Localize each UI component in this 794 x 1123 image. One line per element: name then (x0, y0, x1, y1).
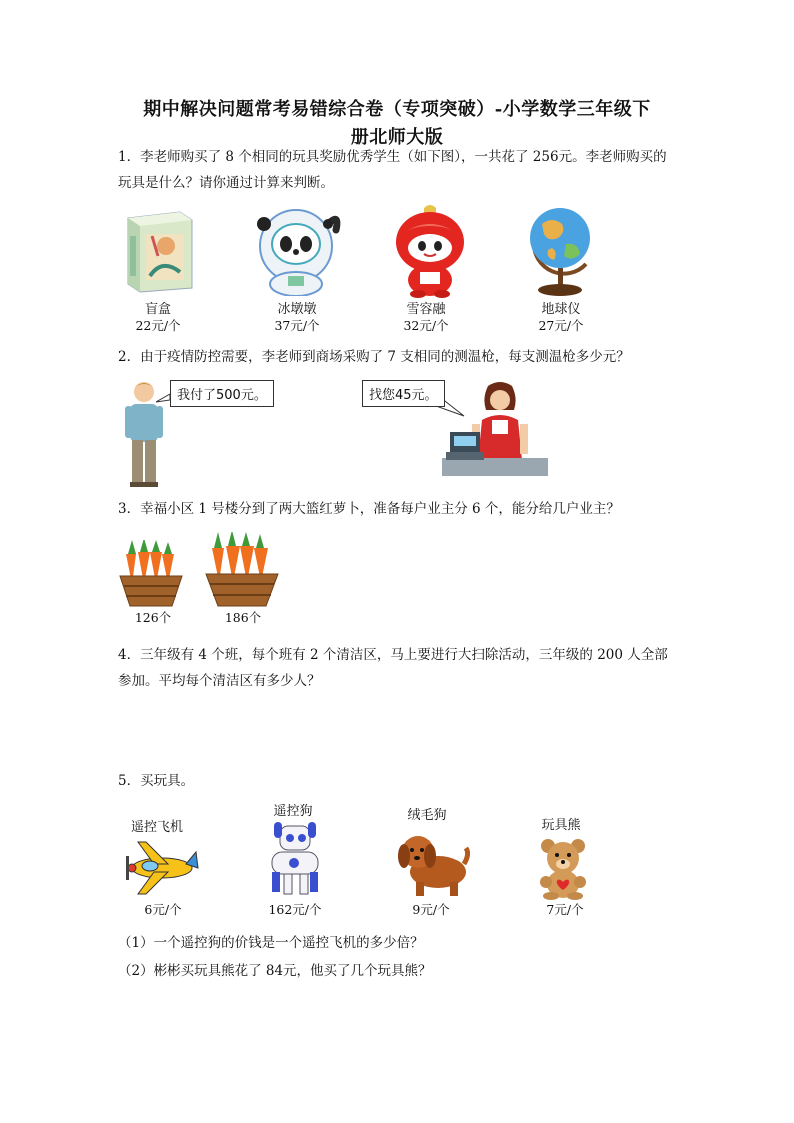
q5-item-price-2: 162元/个 (268, 902, 322, 917)
q5-item-price-3: 9元/个 (412, 902, 450, 917)
question-1-line-2: 玩具是什么？请你通过计算来判断。 (118, 175, 334, 191)
q1-item-price-2: 37元/个 (274, 318, 320, 333)
bubble-man-text: 我付了500元。 (170, 380, 274, 407)
title-line-1: 期中解决问题常考易错综合卷（专项突破）-小学数学三年级下 (143, 99, 651, 120)
title-line-2: 册北师大版 (350, 127, 444, 148)
question-4 (118, 642, 688, 694)
q5-item-price-4: 7元/个 (546, 902, 584, 917)
q5-item-name-2: 遥控狗 (273, 804, 313, 819)
question-5: 5．买玩具。 (118, 773, 195, 789)
panda-mascot-icon (250, 204, 346, 296)
lantern-mascot-icon (388, 204, 472, 298)
question-1-line-1: 1．李老师购买了 8 个相同的玩具奖励优秀学生（如下图），一共花了 256元。李老师购买的 (118, 149, 667, 165)
basket-label-2: 186个 (224, 610, 262, 625)
question-4-line-2: 参加。平均每个清洁区有多少人？ (118, 673, 321, 689)
question-4-line-1: 4．三年级有 4 个班，每个班有 2 个清洁区，马上要进行大扫除活动，三年级的 200 人全部 (118, 647, 668, 663)
q1-item-name-1: 盲盒 (144, 302, 171, 317)
globe-icon (522, 202, 600, 298)
question-5-part-2: （2）彬彬买玩具熊花了 84元，他买了几个玩具熊？ (118, 963, 432, 979)
speech-bubble-cashier (362, 380, 445, 407)
teddy-bear-icon (536, 838, 590, 900)
speech-bubble-man (170, 380, 274, 407)
carrot-basket-icon-1 (118, 540, 184, 610)
basket-label-1: 126个 (134, 610, 172, 625)
q1-item-price-4: 27元/个 (538, 318, 584, 333)
toy-plane-icon (124, 838, 200, 898)
carrot-basket-icon-2 (204, 532, 280, 610)
question-2: 2．由于疫情防控需要，李老师到商场采购了 7 支相同的测温枪，每支测温枪多少元？ (118, 349, 630, 365)
q1-item-name-2: 冰墩墩 (277, 302, 317, 317)
plush-dog-icon (396, 828, 470, 898)
q1-item-price-3: 32元/个 (403, 318, 449, 333)
q1-item-name-3: 雪容融 (406, 302, 446, 317)
robot-dog-icon (260, 822, 330, 898)
question-5-part-1: （1）一个遥控狗的价钱是一个遥控飞机的多少倍？ (118, 935, 424, 951)
q5-item-name-3: 绒毛狗 (407, 808, 447, 823)
q5-item-name-1: 遥控飞机 (130, 820, 183, 835)
q1-item-name-4: 地球仪 (541, 302, 581, 317)
question-1 (118, 144, 688, 196)
q5-item-price-1: 6元/个 (144, 902, 182, 917)
question-3: 3．幸福小区 1 号楼分到了两大篮红萝卜，准备每户业主分 6 个，能分给几户业主？ (118, 501, 620, 517)
blind-box-icon (122, 206, 198, 294)
bubble-cashier-text: 找您45元。 (362, 380, 445, 407)
cashier-icon (442, 380, 548, 476)
q1-item-price-1: 22元/个 (135, 318, 181, 333)
q5-item-name-4: 玩具熊 (541, 818, 581, 833)
